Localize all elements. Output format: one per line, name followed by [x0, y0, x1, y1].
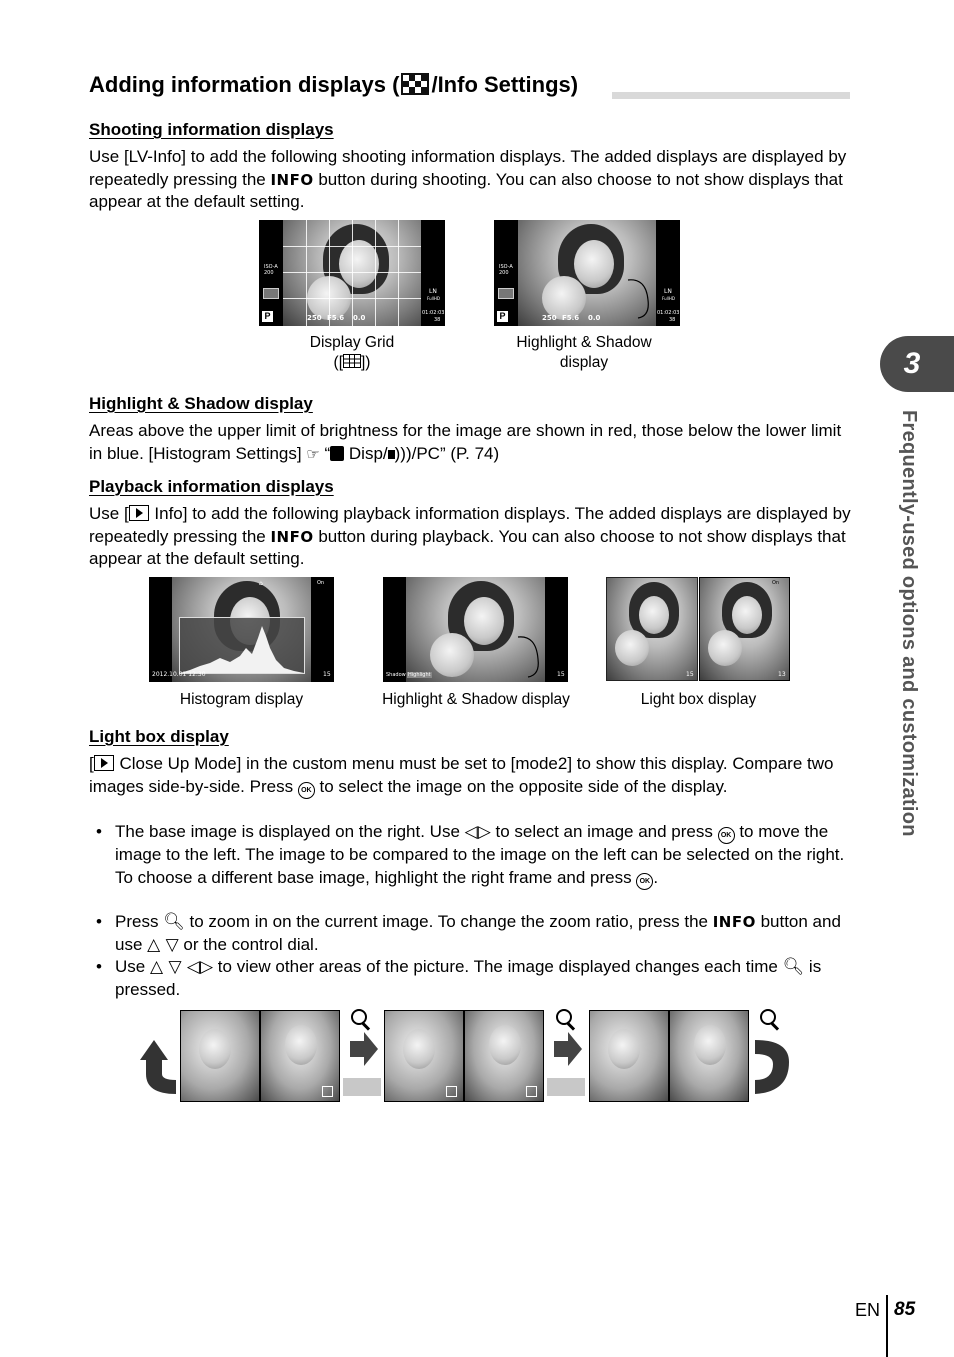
- magnify-icon: [759, 1008, 781, 1032]
- ok-button-icon: OK: [636, 873, 653, 890]
- lcd-frame-number-right: 13: [778, 671, 786, 678]
- highlight-heading: Highlight & Shadow display: [89, 394, 313, 413]
- photo-face: [608, 1029, 640, 1069]
- caption-line: Display Grid: [309, 334, 395, 351]
- lcd-ev: 0.0: [353, 314, 366, 322]
- lightbox-paragraph: [89, 753, 851, 799]
- arrow-right-icon: [350, 1032, 378, 1066]
- photo-face: [639, 596, 669, 634]
- playback-icon: [94, 755, 114, 771]
- lcd-frame-number: 15: [323, 671, 331, 678]
- bullet-text: Press: [115, 912, 164, 931]
- photo-face: [694, 1025, 726, 1065]
- grid-line: [398, 220, 399, 326]
- photo-face: [732, 596, 762, 634]
- lightbox-left-image: [606, 577, 698, 681]
- zoom-frame-icon: [322, 1086, 333, 1097]
- shooting-paragraph: [89, 146, 851, 214]
- caption-line: Highlight & Shadow: [516, 334, 652, 351]
- lcd-frame-number: 15: [557, 671, 565, 678]
- lcd-aperture: F5.6: [327, 314, 345, 322]
- photo-face: [199, 1029, 231, 1069]
- zoom-left-image: [181, 1011, 259, 1101]
- bullet-text: The base image is displayed on the right. Use: [115, 822, 465, 841]
- bullet-text: button and use: [115, 912, 841, 954]
- zoom-frame-icon: [446, 1086, 457, 1097]
- zoom-step-3: [589, 1010, 749, 1102]
- lcd-frame-number: 15: [686, 671, 694, 678]
- lcd-iso-label: ISO-A: [264, 264, 278, 270]
- title-suffix: /Info Settings): [431, 72, 579, 97]
- lcd-protect-icon: ⌂: [259, 580, 263, 587]
- ok-button-icon: OK: [718, 827, 735, 844]
- grid-line: [283, 246, 421, 247]
- playback-heading: Playback information displays: [89, 477, 334, 496]
- magnify-icon: 🔍︎: [163, 912, 185, 932]
- sequence-band: [547, 1078, 585, 1096]
- highlight-text-a: Areas above the upper limit of brightness for the image are shown in red, those below the lower limit in blue. [Histogram Settings]: [89, 421, 842, 463]
- shooting-text-b: button during shooting. You can also choose to not show displays that appear at the default setting.: [89, 169, 843, 211]
- list-item: [96, 821, 851, 890]
- photo-face: [489, 1025, 521, 1065]
- ok-button-icon: OK: [298, 782, 315, 799]
- info-button-label: INFO: [270, 527, 314, 546]
- cycle-arrow-right-icon: [753, 1034, 793, 1098]
- lcd-playback-highlight-shadow: [383, 577, 568, 682]
- histogram-panel: [179, 617, 305, 674]
- photo-baby: [708, 630, 742, 666]
- direction-arrows-icon: △ ▽ ◁▷: [149, 957, 214, 977]
- title-underline-bar: [612, 92, 850, 99]
- lcd-iso-value: 200: [264, 270, 274, 276]
- highlight-outline: [406, 577, 545, 682]
- caption-highlight-shadow: [494, 333, 674, 373]
- chapter-title: Frequently-used options and customization: [898, 410, 920, 837]
- playback-text-c: button during playback. You can also choose to not show displays that appear at the default setting.: [89, 526, 846, 568]
- lcd-highlight-shadow: [494, 220, 680, 326]
- lcd-count: 38: [434, 317, 441, 323]
- zoom-left-image: [590, 1011, 668, 1101]
- sound-icon: [388, 450, 395, 459]
- lightbox-text-a: [: [89, 754, 94, 773]
- lcd-movie-mode: FullHD: [427, 296, 440, 301]
- lightbox-text-c: to select the image on the opposite side of the display.: [314, 776, 728, 796]
- arrow-right-icon: [554, 1032, 582, 1066]
- highlight-text-b: “: [319, 443, 331, 463]
- photo-face: [403, 1029, 435, 1069]
- lcd-quality: LN: [429, 288, 437, 295]
- grid-icon: [343, 354, 361, 368]
- lcd-photo: [283, 220, 421, 326]
- footer-divider: [886, 1295, 888, 1357]
- caption-line: [272, 353, 432, 373]
- grid-line: [306, 220, 307, 326]
- bullet-text: .: [653, 867, 659, 887]
- lcd-ev: 0.0: [588, 314, 601, 322]
- grid-line: [352, 220, 353, 326]
- page-title: [89, 72, 578, 98]
- grid-line: [375, 220, 376, 326]
- camera-tab-icon: [330, 446, 344, 461]
- bullet-text: to move the image to the left. The image to be compared to the image on the left can be selected on the right. To choose a different base image, highlight the right frame and press: [115, 822, 845, 887]
- zoom-step-1: [180, 1010, 340, 1102]
- lcd-highlight-label: Highlight: [408, 672, 431, 678]
- bullet-text: or the control dial.: [178, 934, 319, 954]
- grid-line: [283, 298, 421, 299]
- title-prefix: Adding information displays (: [89, 72, 400, 97]
- bullet-text: is pressed.: [115, 957, 822, 999]
- playback-icon: [129, 505, 149, 521]
- bullet-mark: •: [96, 912, 102, 931]
- bullet-text: to view other areas of the picture. The image displayed changes each time: [213, 957, 783, 976]
- histogram-graph: [180, 618, 304, 673]
- lcd-shutter: 250: [542, 314, 557, 322]
- zoom-step-2: [384, 1010, 544, 1102]
- lcd-wb-icon: [498, 288, 514, 299]
- lightbox-heading: Light box display: [89, 727, 229, 746]
- caption-histogram: Histogram display: [179, 691, 304, 708]
- lightbox-text-b: Close Up Mode] in the custom menu must be set to [mode2] to show this display. Compare two images side-by-side. Press: [89, 754, 834, 796]
- caption-light-box: Light box display: [640, 691, 757, 708]
- up-down-arrows-icon: △ ▽: [147, 934, 179, 955]
- bullet-text: to zoom in on the current image. To change the zoom ratio, press the: [184, 912, 713, 931]
- cycle-arrow-left-icon: [140, 1034, 180, 1098]
- caption-line: display: [559, 354, 609, 371]
- lcd-quality: LN: [664, 288, 672, 295]
- lcd-iso-label: ISO-A: [499, 264, 513, 270]
- info-button-label: INFO: [712, 913, 756, 931]
- playback-paragraph: [89, 503, 851, 571]
- chapter-number: 3: [903, 347, 921, 380]
- grid-line: [329, 220, 330, 326]
- highlight-paragraph: [89, 420, 851, 465]
- lcd-count: 38: [669, 317, 676, 323]
- lcd-movie-mode: FullHD: [662, 296, 675, 301]
- bullet-mark: •: [96, 822, 102, 841]
- lcd-histogram: [149, 577, 334, 682]
- zoom-right-image: [670, 1011, 748, 1101]
- bullet-mark: •: [96, 957, 102, 976]
- highlight-outline: [518, 220, 656, 326]
- lcd-mode: P: [262, 311, 273, 322]
- caption-display-grid: [272, 333, 432, 373]
- info-settings-icon: [401, 73, 429, 95]
- lcd-mode: P: [497, 311, 508, 322]
- photo-face: [339, 240, 379, 288]
- bullet-text: to select an image and press: [490, 822, 718, 841]
- photo-face: [285, 1025, 317, 1065]
- lcd-time: 01:02:03: [422, 310, 445, 316]
- magnify-icon: 🔍︎: [782, 957, 805, 977]
- zoom-frame-icon: [526, 1086, 537, 1097]
- lcd-photo: [518, 220, 656, 326]
- lcd-wb-icon: [263, 288, 279, 299]
- lcd-photo: [406, 577, 545, 682]
- info-button-label: INFO: [270, 170, 314, 189]
- photo-baby: [615, 630, 649, 666]
- lcd-time: 01:02:03: [657, 310, 680, 316]
- grid-line: [283, 272, 421, 273]
- highlight-text-c: Disp/: [344, 443, 388, 463]
- highlight-text-d: )))/PC” (P. 74): [394, 443, 500, 463]
- lcd-display-grid: [259, 220, 445, 326]
- reference-hand-icon: ☞: [306, 444, 320, 463]
- lcd-datetime: 2012.10.01 12:30: [152, 671, 206, 678]
- footer-lang: EN: [855, 1300, 881, 1320]
- caption-text: ]): [361, 354, 371, 371]
- bullet-text: Use: [115, 957, 150, 976]
- shooting-heading: Shooting information displays: [89, 120, 334, 139]
- magnify-icon: [350, 1008, 372, 1032]
- lcd-shutter: 250: [307, 314, 322, 322]
- lcd-iso-value: 200: [499, 270, 509, 276]
- caption-text: ([: [333, 354, 343, 371]
- lcd-protect: On: [772, 580, 780, 586]
- shooting-text-a: Use [LV-Info] to add the following shooting information displays. The added displays are displayed by repeatedly pressing the: [89, 147, 847, 189]
- playback-text-a: Use [: [89, 504, 129, 523]
- left-right-arrows-icon: ◁▷: [464, 822, 491, 842]
- lightbox-right-image: [699, 577, 790, 681]
- caption-playback-highlight: Highlight & Shadow display: [382, 691, 570, 708]
- lcd-shadow-label: Shadow: [386, 672, 406, 678]
- list-item: [96, 956, 853, 1001]
- playback-text-b: Info] to add the following playback information displays. The added displays are displayed by repeatedly pressing the: [89, 504, 851, 546]
- lcd-aperture: F5.6: [562, 314, 580, 322]
- page-number: 85: [894, 1299, 916, 1320]
- sequence-band: [343, 1078, 381, 1096]
- lcd-light-box: [606, 577, 791, 682]
- list-item: [96, 911, 851, 956]
- lcd-protect: On: [317, 580, 325, 586]
- magnify-icon: [555, 1008, 577, 1032]
